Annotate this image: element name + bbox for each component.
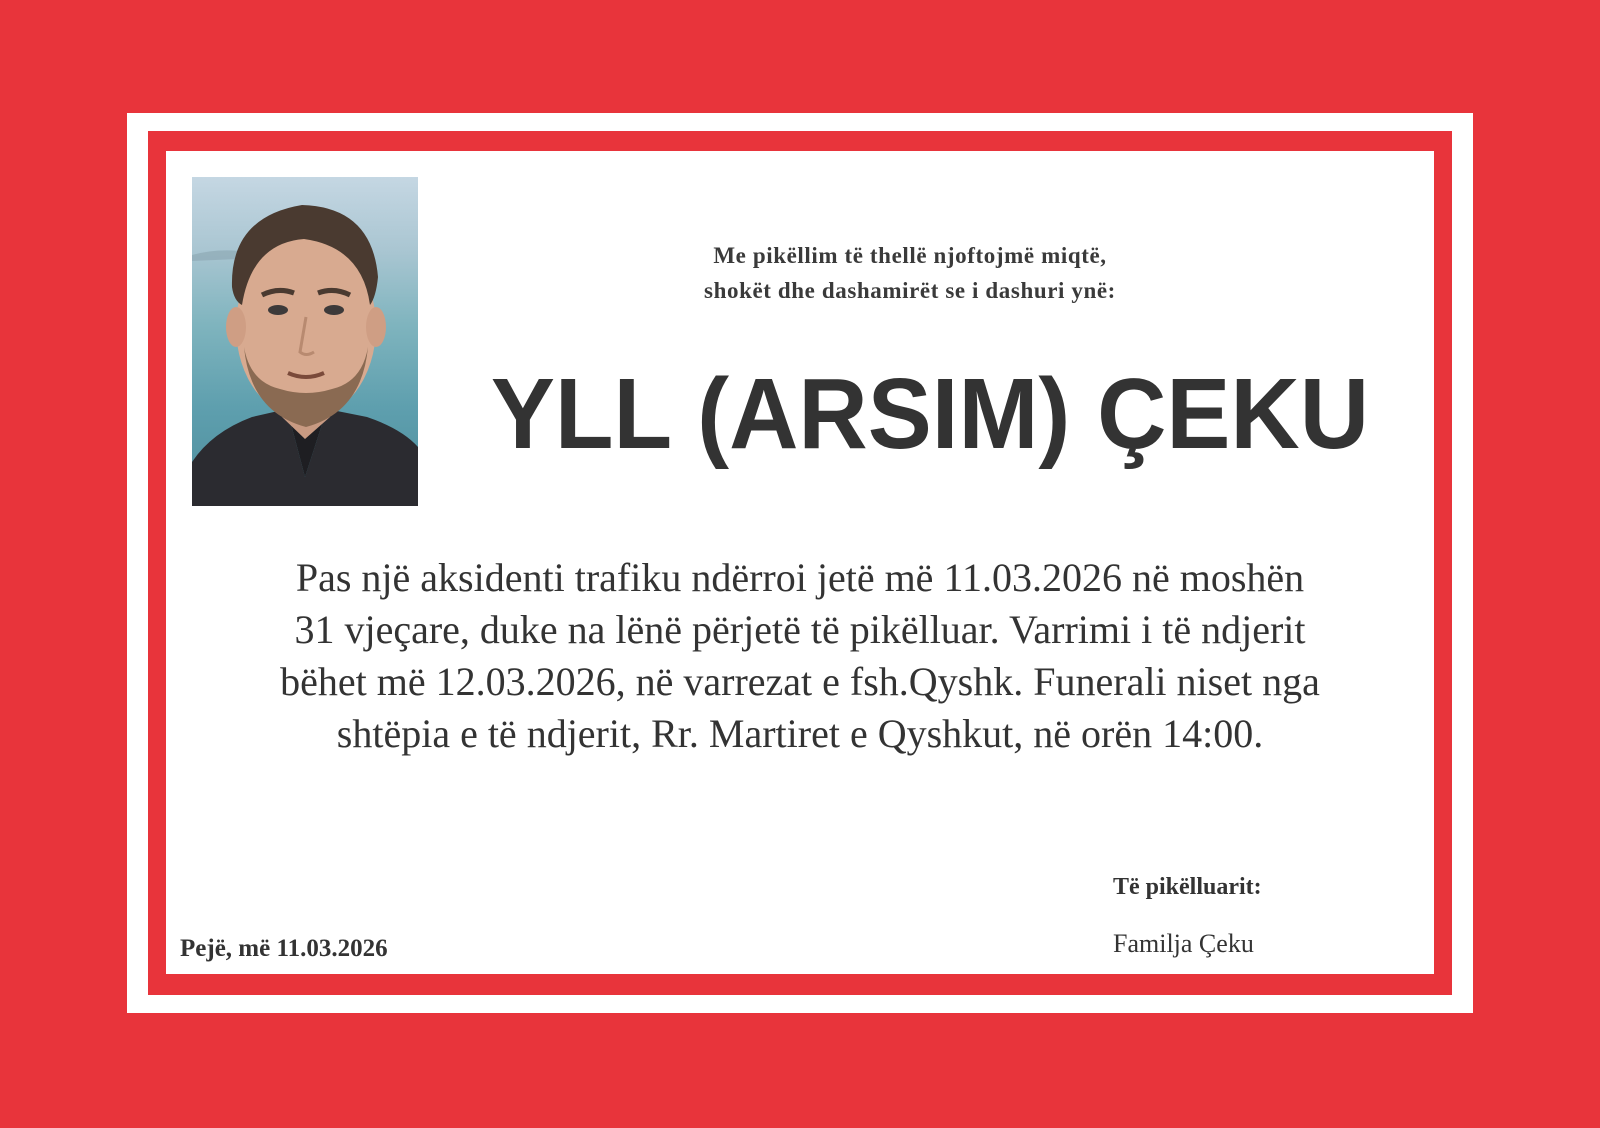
- notice-body: [170, 552, 1430, 760]
- intro-line: shokët dhe dashamirët se i dashuri ynë:: [704, 278, 1116, 303]
- intro-line: Me pikëllim të thellë njoftojmë miqtë,: [713, 243, 1107, 268]
- deceased-name: YLL (ARSIM) ÇEKU: [490, 358, 1370, 470]
- portrait-illustration: [192, 177, 418, 506]
- place-date: Pejë, më 11.03.2026: [180, 935, 388, 962]
- body-line: 31 vjeçare, duke na lënë përjetë të pikëlluar. Varrimi i të ndjerit: [294, 607, 1306, 652]
- body-line: bëhet më 12.03.2026, në varrezat e fsh.Qyshk. Funerali niset nga: [280, 659, 1320, 704]
- body-line: shtëpia e të ndjerit, Rr. Martiret e Qyshkut, në orën 14:00.: [336, 711, 1264, 756]
- body-line: Pas një aksidenti trafiku ndërroi jetë më 11.03.2026 në moshën: [295, 555, 1305, 600]
- mourners-label: Të pikëlluarit:: [1113, 874, 1262, 900]
- mourners-name: Familja Çeku: [1113, 929, 1254, 958]
- intro-text: [560, 238, 1260, 308]
- portrait-photo: [192, 177, 418, 506]
